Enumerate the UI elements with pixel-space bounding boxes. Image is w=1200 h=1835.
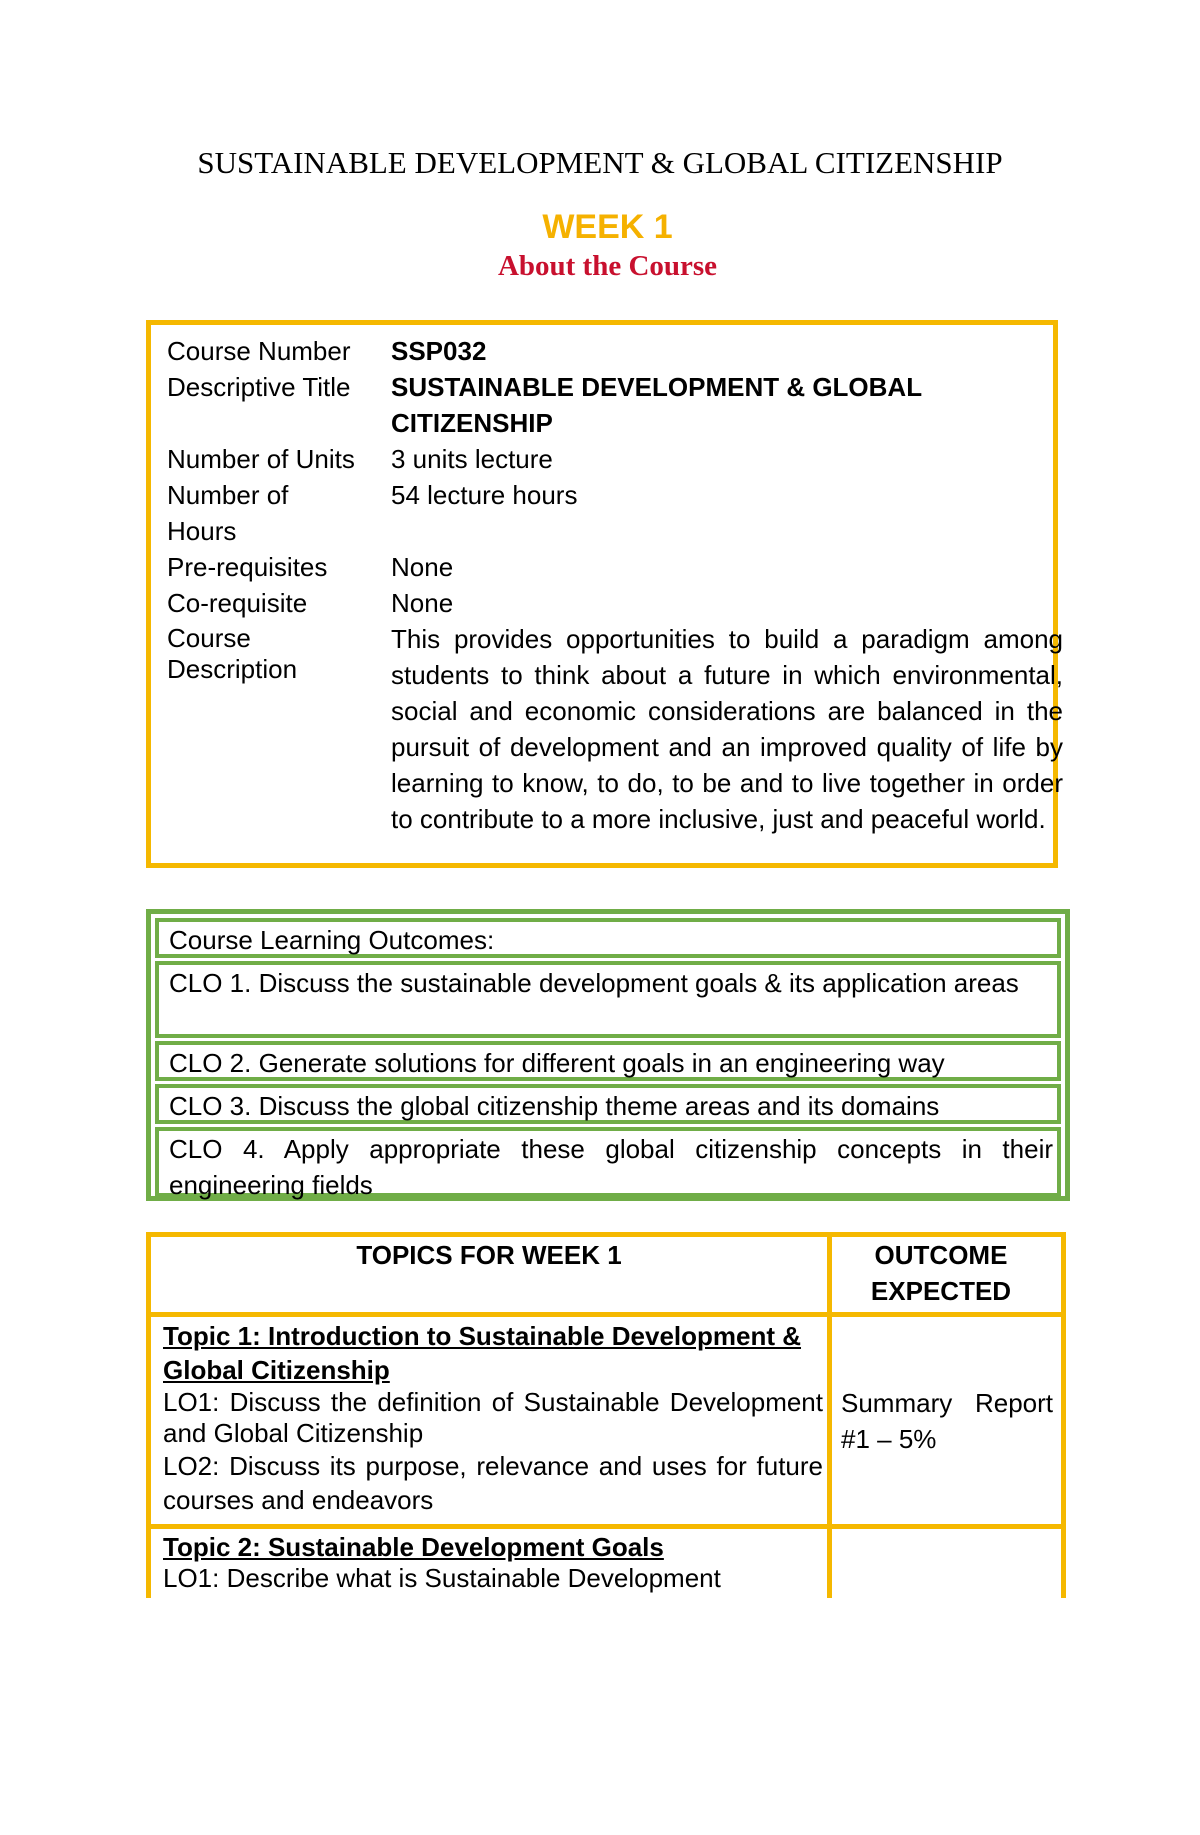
clo-item: CLO 4. Apply appropriate these global citizenship concepts in their engineering fields bbox=[155, 1127, 1061, 1197]
learning-objective: LO2: Discuss its purpose, relevance and uses for future courses and endeavors bbox=[163, 1451, 823, 1515]
table-row bbox=[163, 1531, 823, 1594]
table-header-topics: TOPICS FOR WEEK 1 bbox=[356, 1240, 622, 1270]
document-title: SUSTAINABLE DEVELOPMENT & GLOBAL CITIZENSHIP bbox=[197, 145, 1003, 180]
section-heading: About the Course bbox=[497, 250, 718, 282]
info-value: This provides opportunities to build a paradigm among students to think about a future in which environmental, social and economic considerations are balanced in the pursuit of development and an improved quality of life by learning to know, to do, to be and to live together in order to contribute to a more inclusive, just and peaceful world. bbox=[391, 624, 1063, 834]
row-divider bbox=[151, 1312, 1061, 1317]
table-row bbox=[163, 1319, 823, 1517]
info-label: Course Number bbox=[167, 336, 351, 366]
info-label: Descriptive Title bbox=[167, 372, 351, 402]
topic-title: Topic 1: Introduction to Sustainable Development & Global Citizenship bbox=[163, 1321, 802, 1385]
info-value: None bbox=[391, 588, 454, 618]
info-label: Co-requisite bbox=[167, 588, 308, 618]
info-label: Course Description bbox=[167, 623, 298, 684]
info-value: 54 lecture hours bbox=[391, 480, 578, 510]
info-label: Number of Hours bbox=[167, 480, 289, 546]
info-value: 3 units lecture bbox=[391, 444, 553, 474]
clo-item: CLO 1. Discuss the sustainable development goals & its application areas bbox=[155, 961, 1061, 1038]
learning-objective: LO1: Describe what is Sustainable Development bbox=[163, 1563, 721, 1593]
column-divider bbox=[827, 1237, 832, 1598]
info-label: Number of Units bbox=[167, 444, 355, 474]
table-header-outcome: OUTCOME EXPECTED bbox=[870, 1240, 1012, 1306]
info-value: None bbox=[391, 552, 454, 582]
learning-outcomes-box bbox=[146, 909, 1070, 1201]
topic-title: Topic 2: Sustainable Development Goals bbox=[163, 1532, 664, 1562]
week-heading: WEEK 1 bbox=[542, 208, 673, 246]
info-value: SUSTAINABLE DEVELOPMENT & GLOBAL CITIZENSHIP bbox=[391, 372, 922, 438]
course-info-box bbox=[146, 320, 1063, 868]
info-value: SSP032 bbox=[391, 336, 487, 366]
topics-table bbox=[146, 1232, 1066, 1598]
clo-item: CLO 2. Generate solutions for different goals in an engineering way bbox=[155, 1041, 1061, 1081]
info-label: Pre-requisites bbox=[167, 552, 328, 582]
outcome-expected: Summary Report #1 – 5% bbox=[841, 1388, 1053, 1454]
row-divider bbox=[151, 1524, 1061, 1529]
learning-objective: LO1: Discuss the definition of Sustainable Development and Global Citizenship bbox=[163, 1387, 823, 1448]
clo-item: CLO 3. Discuss the global citizenship theme areas and its domains bbox=[155, 1084, 1061, 1124]
learning-outcomes-header: Course Learning Outcomes: bbox=[155, 918, 1061, 958]
